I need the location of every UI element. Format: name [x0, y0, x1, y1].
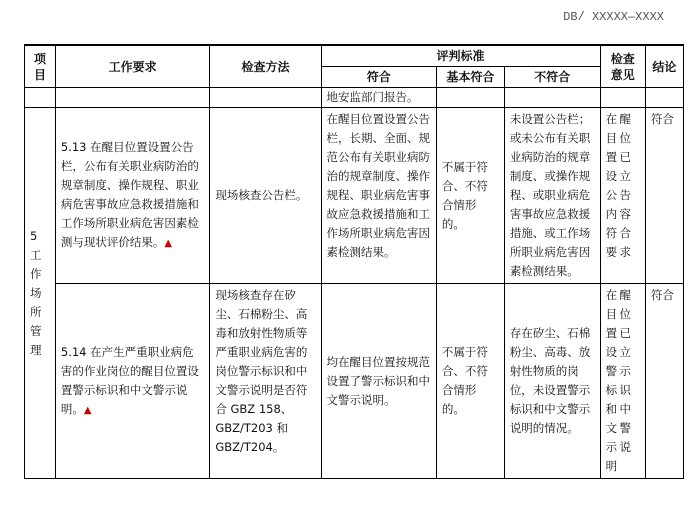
cell-requirement [55, 108, 209, 284]
evaluation-table [24, 44, 684, 479]
header-conclusion: 结论 [645, 45, 683, 88]
table-row-prev [25, 88, 684, 108]
cell-empty [600, 88, 645, 108]
cell-not-conform: 未设置公告栏；或未公布有关职业病防治的规章制度、或操作规程、或职业病危害事故应急救援措施、或工作场所职业病危害因素检测结果。 [504, 108, 600, 284]
key-item-triangle-icon: ▲ [164, 238, 173, 249]
cell-empty [25, 88, 56, 108]
cell-prev-conform: 地安监部门报告。 [321, 88, 436, 108]
cell-conform: 在醒目位置设置公告栏，长期、全面、规范公布有关职业病防治的规章制度、操作规程、职业病危害事故应急救援措施和工作场所职业病危害因素检测结果。 [321, 108, 436, 284]
header-requirement: 工作要求 [55, 45, 209, 88]
cell-item-label: 5 工作场所管理 [25, 108, 56, 479]
header-basic-conform: 基本符合 [436, 67, 504, 88]
cell-opinion: 在醒目位置已设立公告内容符合要求 [600, 108, 645, 284]
cell-basic-conform: 不属于符合、不符合情形的。 [436, 284, 504, 479]
header-conform: 符合 [321, 67, 436, 88]
header-not-conform: 不符合 [504, 67, 600, 88]
requirement-text: 5.13 在醒目位置设置公告栏，公布有关职业病防治的规章制度、操作规程、职业病危害事故应急救援措施和工作场所职业病危害因素检测与现状评价结果。 [60, 140, 199, 249]
table-row [25, 108, 684, 284]
cell-empty [436, 88, 504, 108]
cell-basic-conform: 不属于符合、不符合情形的。 [436, 108, 504, 284]
document-code: DB/ XXXXX—XXXX [563, 10, 664, 24]
table-row [25, 284, 684, 479]
cell-empty [504, 88, 600, 108]
cell-conclusion: 符合 [645, 108, 683, 284]
header-item: 项目 [25, 45, 56, 88]
cell-empty [210, 88, 321, 108]
cell-empty [55, 88, 209, 108]
cell-empty [645, 88, 683, 108]
header-method: 检查方法 [210, 45, 321, 88]
header-row-1 [25, 45, 684, 67]
cell-method: 现场核查公告栏。 [210, 108, 321, 284]
cell-conform: 均在醒目位置按规范设置了警示标识和中文警示说明。 [321, 284, 436, 479]
cell-requirement [55, 284, 209, 479]
cell-conclusion: 符合 [645, 284, 683, 479]
cell-method: 现场核查存在矽尘、石棉粉尘、高毒和放射性物质等严重职业病危害的岗位警示标识和中文警示说明是否符合 GBZ 158、GBZ/T203 和 GBZ/T204。 [210, 284, 321, 479]
cell-not-conform: 存在矽尘、石棉粉尘、高毒、放射性物质的岗位，未设置警示标识和中文警示说明的情况。 [504, 284, 600, 479]
key-item-triangle-icon: ▲ [83, 404, 92, 416]
header-opinion: 检查意见 [600, 45, 645, 88]
header-criteria: 评判标准 [321, 45, 600, 67]
cell-opinion: 在醒目位置已设立警示标识和中文警示说明 [600, 284, 645, 479]
requirement-text: 5.14 在产生严重职业病危害的作业岗位的醒目位置设置警示标识和中文警示说明。 [60, 344, 199, 416]
